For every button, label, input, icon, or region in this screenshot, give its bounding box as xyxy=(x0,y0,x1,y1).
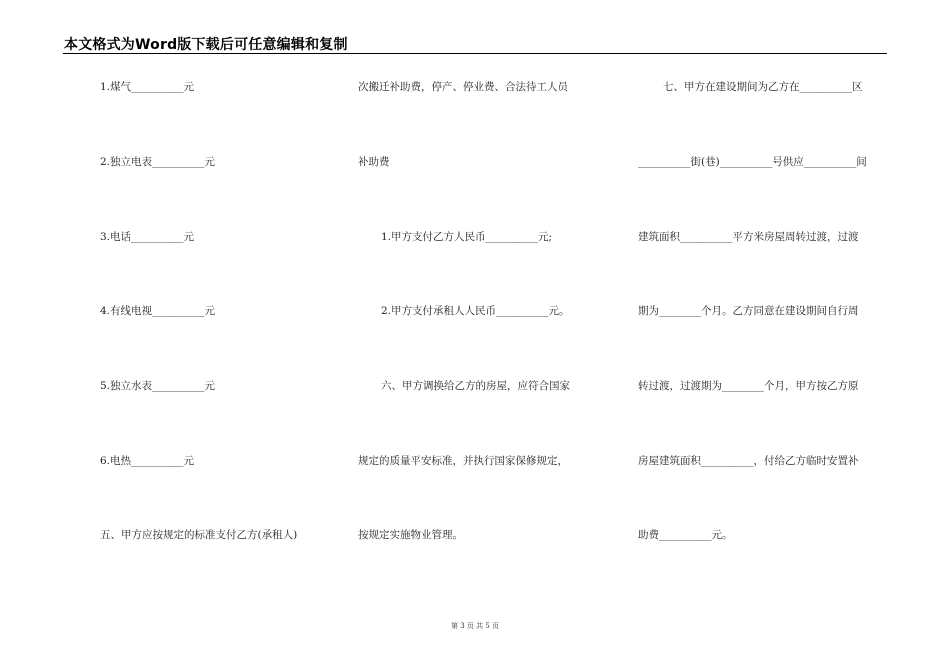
right-line-1: 七、甲方在建设期间为乙方在__________区 xyxy=(663,81,863,93)
left-line-3: 3.电话__________元 xyxy=(100,231,195,243)
middle-line-6: 规定的质量平安标准，并执行国家保修规定， xyxy=(358,455,568,467)
left-line-5: 5.独立水表__________元 xyxy=(100,380,216,392)
document-header-title: 本文格式为Word版下载后可任意编辑和复制 xyxy=(64,37,348,53)
middle-line-3: 1.甲方支付乙方人民币__________元; xyxy=(381,231,553,243)
page-number-footer: 第 3 页 共 5 页 xyxy=(450,622,500,630)
right-line-7: 助费__________元。 xyxy=(638,529,733,541)
left-line-1: 1.煤气__________元 xyxy=(100,81,195,93)
right-line-4: 期为________个月。乙方同意在建设期间自行周 xyxy=(638,305,859,317)
left-line-7: 五、甲方应按规定的标准支付乙方(承租人) xyxy=(100,529,298,541)
middle-line-7: 按规定实施物业管理。 xyxy=(358,529,463,541)
right-line-5: 转过渡，过渡期为________个月，甲方按乙方原 xyxy=(638,380,859,392)
middle-line-4: 2.甲方支付承租人人民币__________元。 xyxy=(381,305,570,317)
middle-line-1: 次搬迁补助费，停产、停业费、合法待工人员 xyxy=(358,81,568,93)
header-rule xyxy=(63,53,887,54)
middle-line-5: 六、甲方调换给乙方的房屋，应符合国家 xyxy=(381,380,570,392)
left-line-2: 2.独立电表__________元 xyxy=(100,156,216,168)
left-line-6: 6.电热__________元 xyxy=(100,455,195,467)
left-line-4: 4.有线电视__________元 xyxy=(100,305,216,317)
right-line-2: __________街(巷)__________号供应__________间 xyxy=(638,156,867,168)
right-line-6: 房屋建筑面积__________，付给乙方临时安置补 xyxy=(638,455,859,467)
middle-line-2: 补助费 xyxy=(358,156,390,168)
right-line-3: 建筑面积__________平方米房屋周转过渡，过渡 xyxy=(638,231,859,243)
